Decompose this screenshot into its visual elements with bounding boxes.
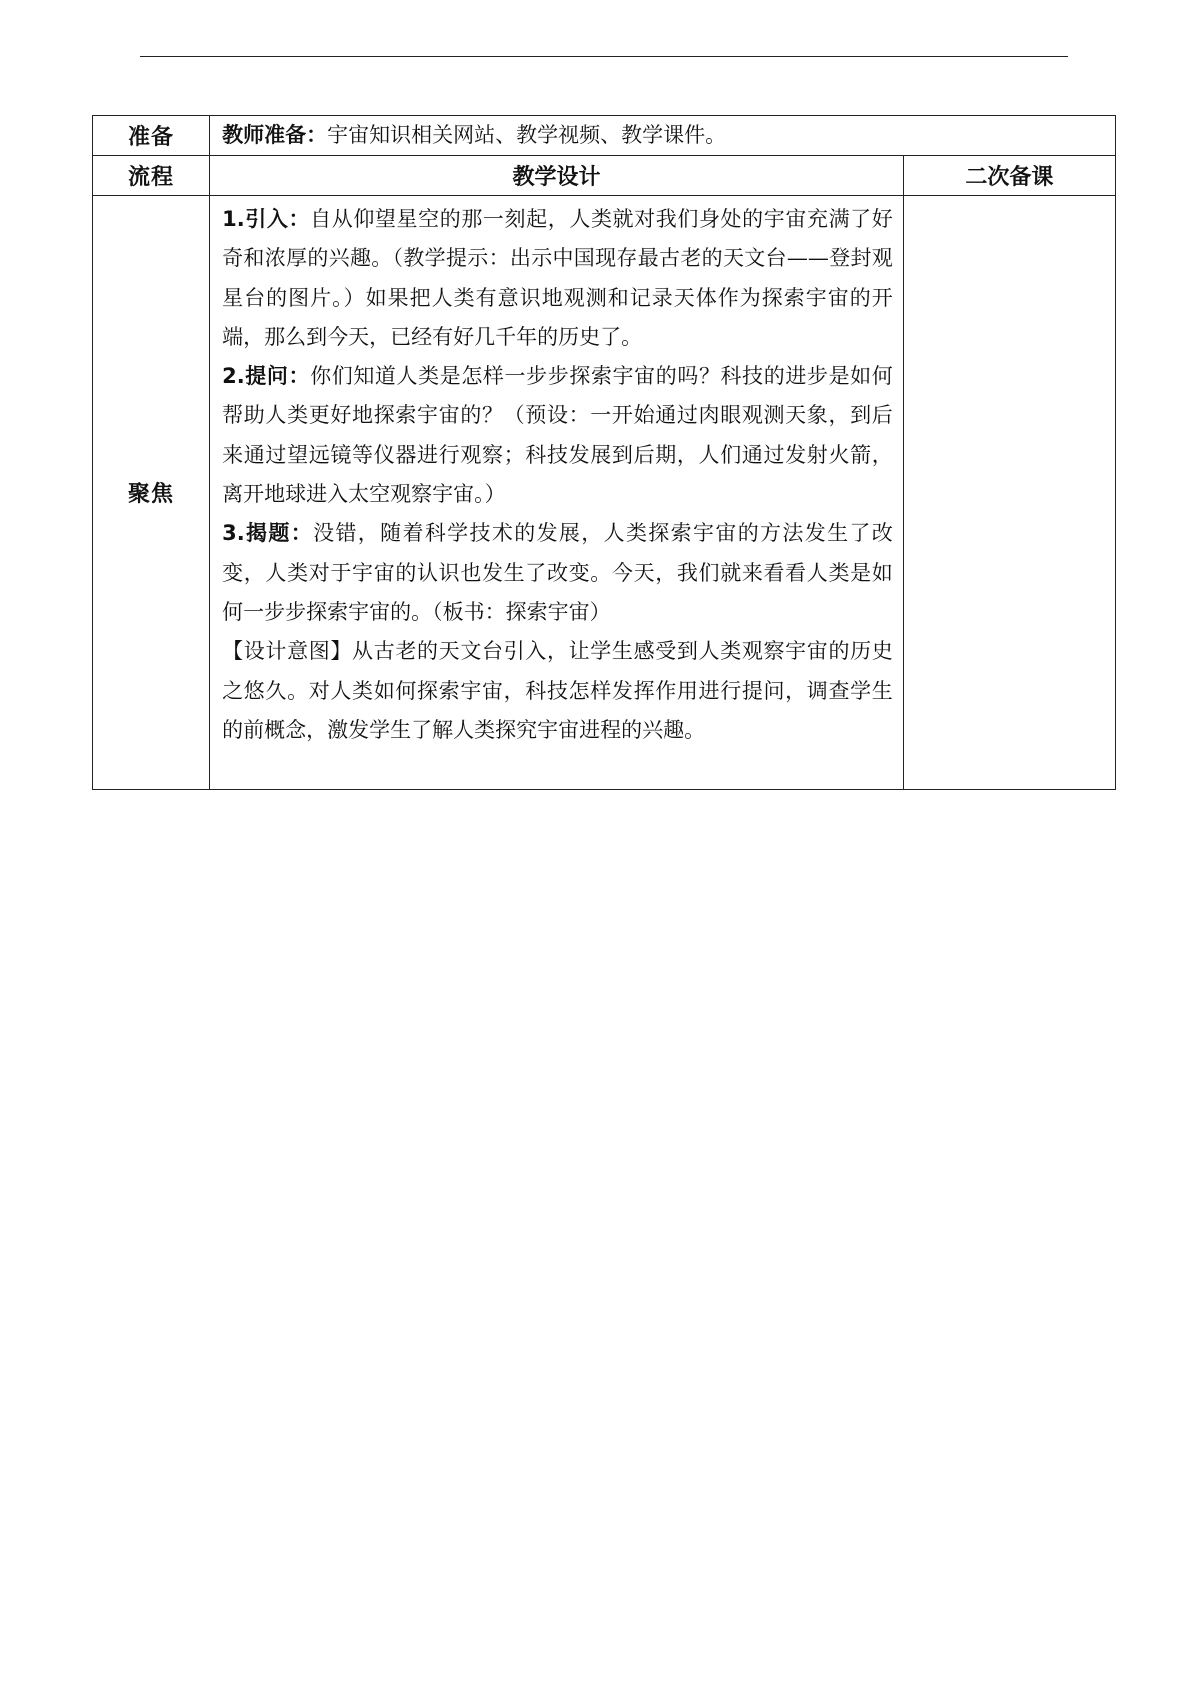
focus-label: 聚焦: [93, 196, 210, 790]
teacher-prep-text: 宇宙知识相关网站、教学视频、教学课件。: [327, 123, 727, 147]
focus-content: [210, 196, 904, 790]
header-teaching-design: 教学设计: [210, 156, 904, 196]
paragraph-text: 你们知道人类是怎样一步步探索宇宙的吗？科技的进步是如何帮助人类更好地探索宇宙的？（预设：一开始通过肉眼观测天象，到后来通过望远镜等仪器进行观察；科技发展到后期，人们通过发射火箭，离开地球进入太空观察宇宙。）: [222, 364, 893, 507]
paragraph-text: 【设计意图】从古老的天文台引入，让学生感受到人类观察宇宙的历史之悠久。对人类如何探索宇宙，科技怎样发挥作用进行提问，调查学生的前概念，激发学生了解人类探究宇宙进程的兴趣。: [222, 639, 893, 742]
preparation-content: [210, 116, 1116, 156]
paragraph-question: [222, 357, 893, 514]
paragraph-text: 自从仰望星空的那一刻起，人类就对我们身处的宇宙充满了好奇和浓厚的兴趣。（教学提示：出示中国现存最古老的天文台——登封观星台的图片。）如果把人类有意识地观测和记录天体作为探索宇宙的开端，那么到今天，已经有好几千年的历史了。: [222, 207, 893, 349]
teacher-prep-heading: 教师准备：: [222, 123, 328, 147]
paragraph-lead: 2.提问：: [222, 364, 311, 389]
second-prep-notes-cell[interactable]: [903, 196, 1115, 790]
paragraph-introduction: [222, 200, 893, 357]
header-process: 流程: [93, 156, 210, 196]
paragraph-design-intent: [222, 632, 893, 750]
paragraph-lead: 3.揭题：: [222, 521, 314, 546]
paragraph-text: 没错，随着科学技术的发展，人类探索宇宙的方法发生了改变，人类对于宇宙的认识也发生了改变。今天，我们就来看看人类是如何一步步探索宇宙的。（板书：探索宇宙）: [222, 521, 893, 624]
lesson-plan-table: [92, 115, 1116, 790]
table-header-row: [93, 156, 1116, 196]
header-rule: [140, 56, 1068, 57]
paragraph-topic-reveal: [222, 514, 893, 632]
preparation-label: 准备: [93, 116, 210, 156]
focus-row: [93, 196, 1116, 790]
preparation-row: [93, 116, 1116, 156]
header-second-prep: 二次备课: [903, 156, 1115, 196]
paragraph-lead: 1.引入：: [222, 207, 311, 231]
